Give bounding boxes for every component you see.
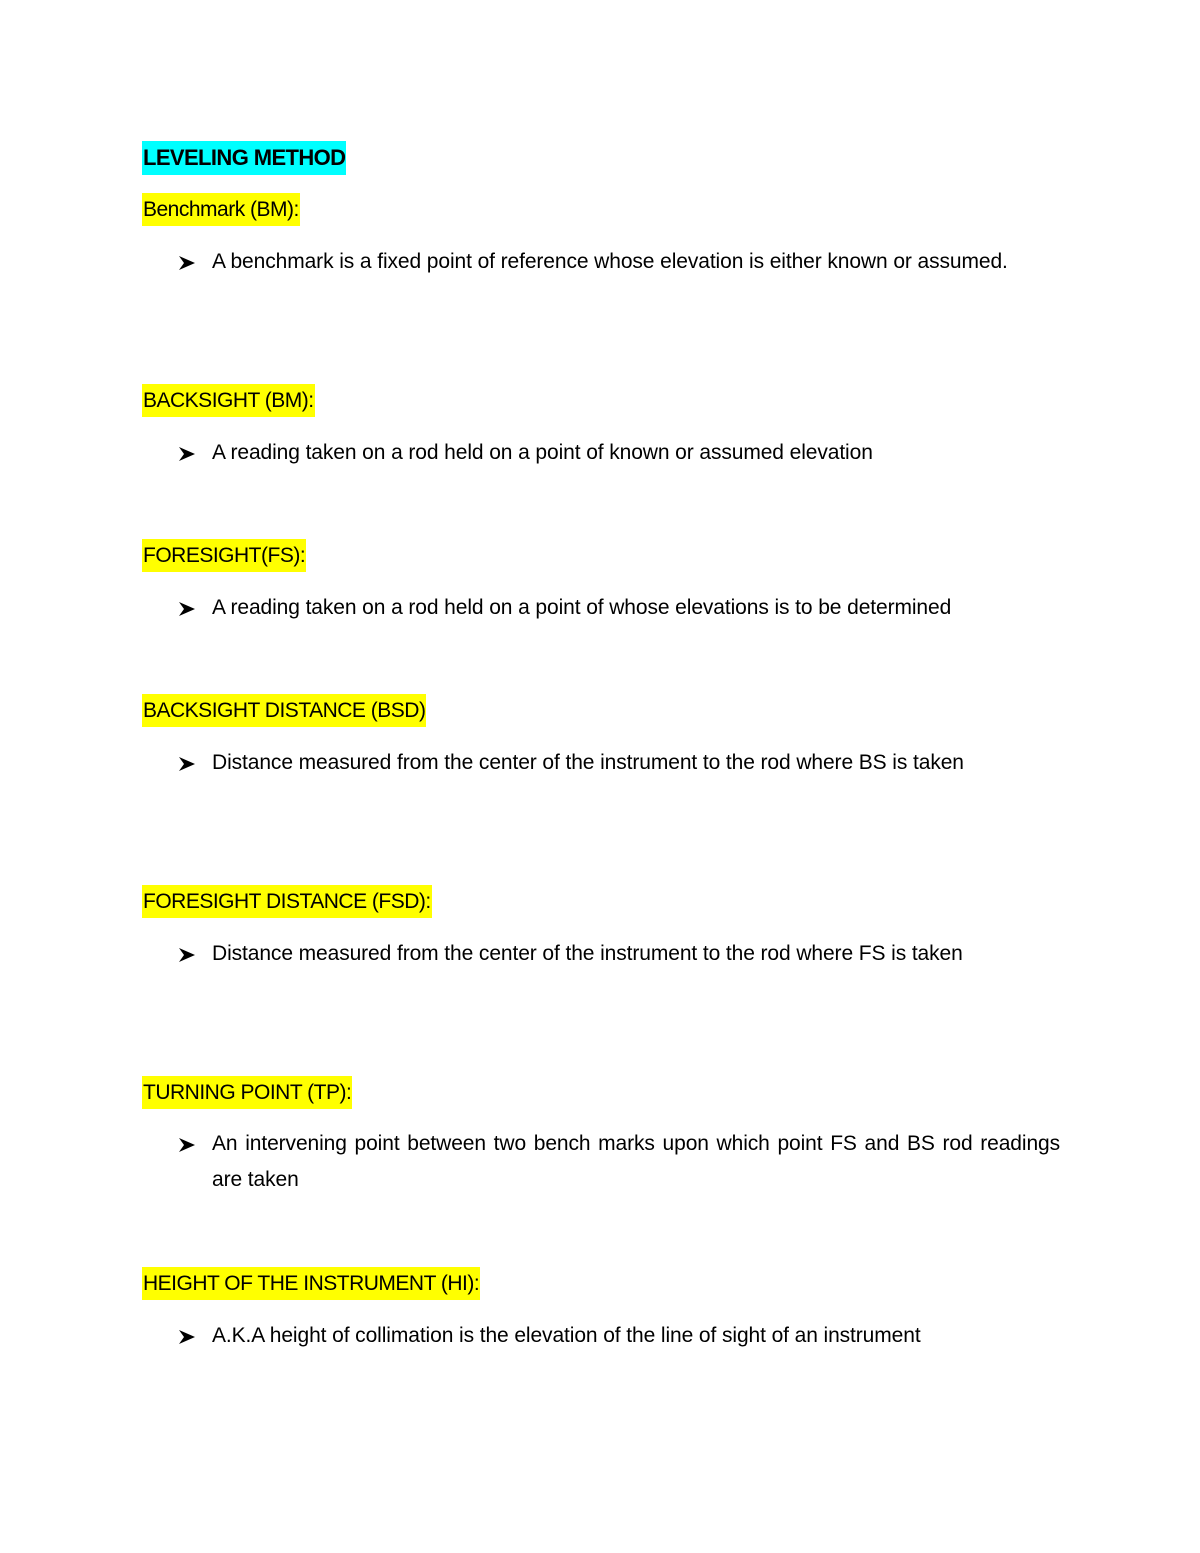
bullet-text: Distance measured from the center of the instrument to the rod where FS is taken — [212, 942, 963, 965]
bullet-text: A reading taken on a rod held on a point of known or assumed elevation — [212, 441, 873, 464]
bullet-item-backsight-distance — [176, 745, 1060, 781]
section-heading-backsight-distance: BACKSIGHT DISTANCE (BSD) — [142, 694, 426, 727]
bullet-item-foresight-distance — [176, 936, 1060, 972]
bullet-item-benchmark — [176, 244, 1060, 280]
arrowhead-bullet-icon — [176, 244, 200, 280]
page-title: LEVELING METHOD — [142, 141, 346, 175]
bullet-text: A reading taken on a rod held on a point of whose elevations is to be determined — [212, 596, 952, 619]
section-heading-backsight: BACKSIGHT (BM): — [142, 384, 315, 417]
arrowhead-bullet-icon — [176, 1318, 200, 1354]
bullet-item-height-of-instrument — [176, 1318, 1060, 1354]
arrowhead-bullet-icon — [176, 1126, 200, 1162]
bullet-text: Distance measured from the center of the instrument to the rod where BS is taken — [212, 751, 964, 774]
section-heading-height-of-instrument: HEIGHT OF THE INSTRUMENT (HI): — [142, 1267, 480, 1300]
arrowhead-bullet-icon — [176, 745, 200, 781]
arrowhead-bullet-icon — [176, 590, 200, 626]
bullet-item-backsight — [176, 435, 1060, 471]
arrowhead-bullet-icon — [176, 435, 200, 471]
arrowhead-bullet-icon — [176, 936, 200, 972]
section-heading-turning-point: TURNING POINT (TP): — [142, 1076, 352, 1109]
section-heading-foresight: FORESIGHT(FS): — [142, 539, 306, 572]
bullet-item-turning-point — [176, 1126, 1060, 1198]
bullet-text: An intervening point between two bench marks upon which point FS and BS rod readings are taken — [212, 1132, 1060, 1191]
section-heading-benchmark: Benchmark (BM): — [142, 193, 300, 226]
bullet-item-foresight — [176, 590, 1060, 626]
bullet-text: A benchmark is a fixed point of reference whose elevation is either known or assumed. — [212, 250, 1008, 273]
bullet-text: A.K.A height of collimation is the elevation of the line of sight of an instrument — [212, 1324, 921, 1347]
section-heading-foresight-distance: FORESIGHT DISTANCE (FSD): — [142, 885, 432, 918]
